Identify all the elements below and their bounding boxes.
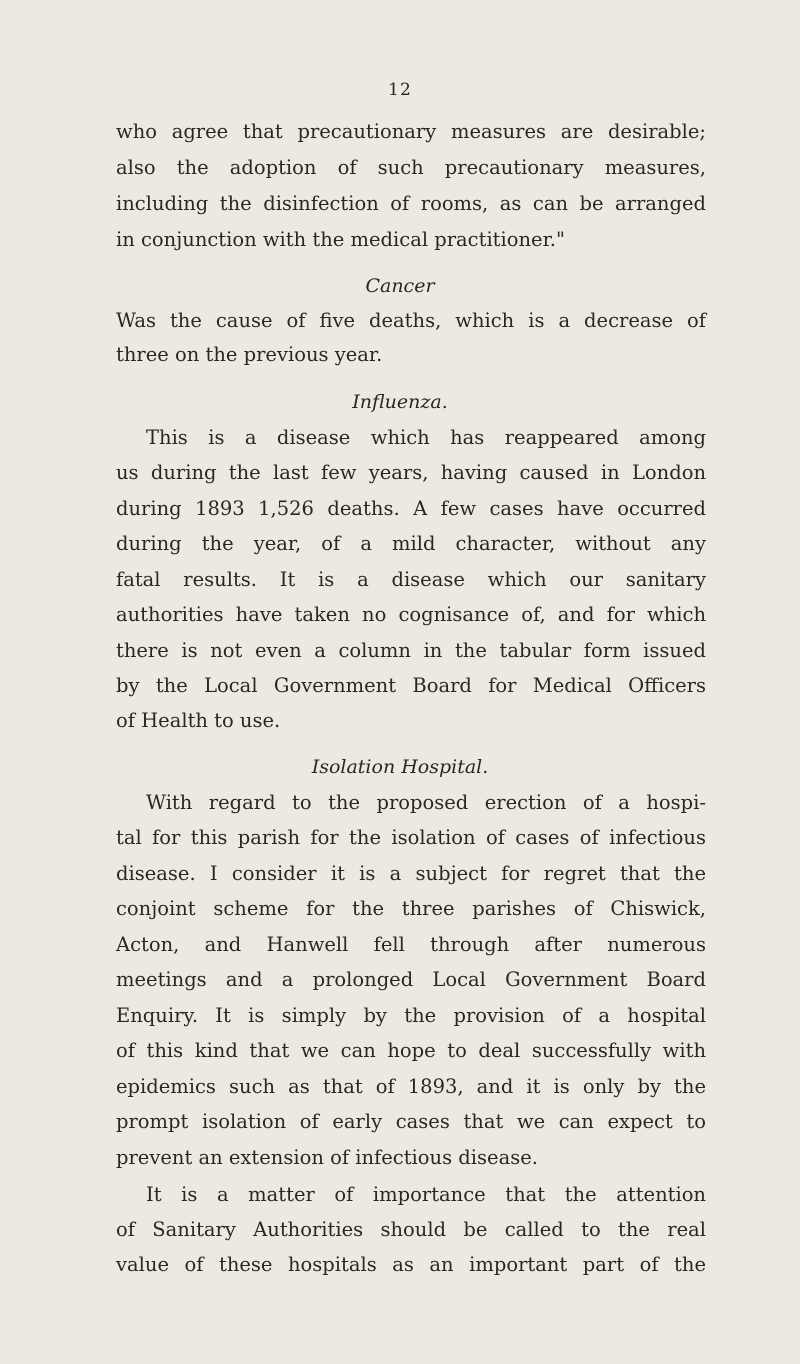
text-line: Enquiry. It is simply by the provision of a hospital bbox=[116, 1004, 706, 1027]
text-line: Was the cause of five deaths, which is a decrease of bbox=[116, 309, 706, 332]
text-line: including the disinfection of rooms, as can be arranged bbox=[116, 192, 706, 215]
text-line: of this kind that we can hope to deal successfully with bbox=[116, 1039, 706, 1062]
text-line: in conjunction with the medical practitioner." bbox=[116, 228, 565, 251]
text-line: during the year, of a mild character, without any bbox=[116, 532, 706, 555]
text-line: us during the last few years, having caused in London bbox=[116, 461, 706, 484]
text-line: prompt isolation of early cases that we can expect to bbox=[116, 1110, 706, 1133]
text-line: value of these hospitals as an important part of the bbox=[116, 1253, 706, 1276]
text-line: conjoint scheme for the three parishes of Chiswick, bbox=[116, 897, 706, 920]
section-heading-isolation-hospital: Isolation Hospital. bbox=[311, 756, 489, 778]
page-number: 12 bbox=[388, 80, 412, 100]
text-line: fatal results. It is a disease which our sanitary bbox=[116, 568, 706, 591]
text-line: also the adoption of such precautionary measures, bbox=[116, 156, 706, 179]
text-line: during 1893 1,526 deaths. A few cases have occurred bbox=[116, 497, 706, 520]
text-line: tal for this parish for the isolation of cases of infectious bbox=[116, 826, 706, 849]
text-line: meetings and a prolonged Local Government Board bbox=[116, 968, 706, 991]
text-line: It is a matter of importance that the attention bbox=[146, 1183, 706, 1206]
section-heading-influenza: Influenza. bbox=[352, 391, 448, 413]
text-line: This is a disease which has reappeared among bbox=[146, 426, 706, 449]
text-line: epidemics such as that of 1893, and it is only by the bbox=[116, 1075, 706, 1098]
text-line: authorities have taken no cognisance of, and for which bbox=[116, 603, 706, 626]
text-line: disease. I consider it is a subject for regret that the bbox=[116, 862, 706, 885]
text-line: of Sanitary Authorities should be called to the real bbox=[116, 1218, 706, 1241]
text-line: three on the previous year. bbox=[116, 343, 383, 366]
section-heading-cancer: Cancer bbox=[365, 275, 435, 297]
text-line: With regard to the proposed erection of a hospi- bbox=[146, 791, 706, 814]
text-line: who agree that precautionary measures are desirable; bbox=[116, 120, 706, 143]
text-line: by the Local Government Board for Medical Officers bbox=[116, 674, 706, 697]
text-line: Acton, and Hanwell fell through after numerous bbox=[116, 933, 706, 956]
text-line: there is not even a column in the tabular form issued bbox=[116, 639, 706, 662]
text-line: of Health to use. bbox=[116, 709, 281, 732]
text-line: prevent an extension of infectious disease. bbox=[116, 1146, 538, 1169]
